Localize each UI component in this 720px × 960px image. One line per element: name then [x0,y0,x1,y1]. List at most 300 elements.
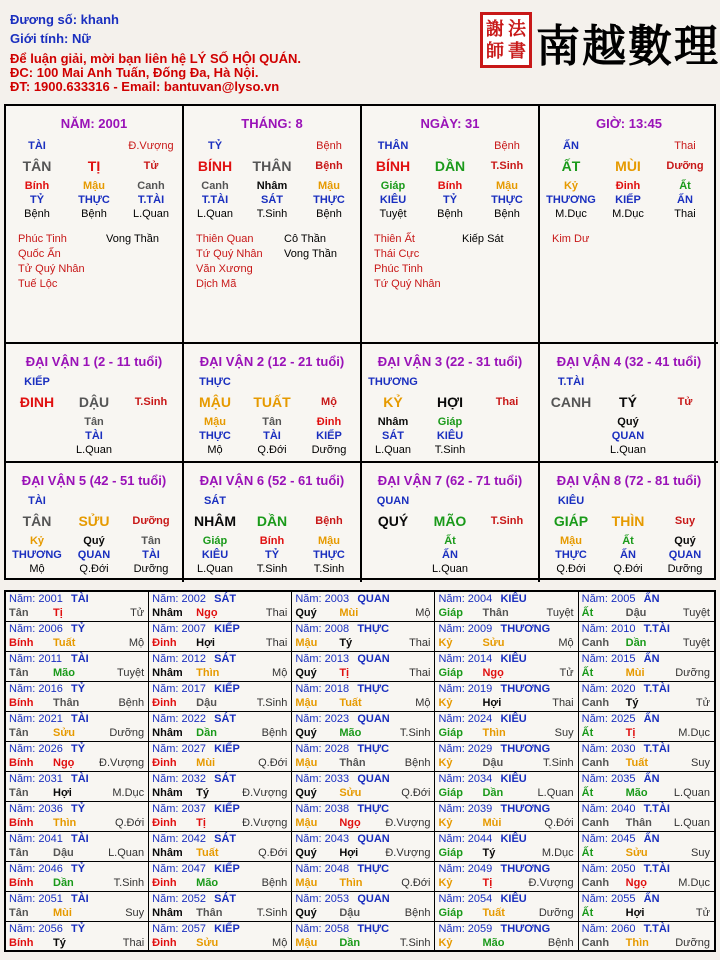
year-cell [435,772,578,802]
pillar-gods [8,137,182,155]
year-god: THƯƠNG [500,743,551,755]
year-bottom [295,936,434,951]
year-branch: Dần [339,937,361,949]
year-bottom [295,756,434,771]
year-god: KIÊU [500,713,527,725]
heavenly-stem: CANH [550,394,592,410]
year-stem: Quý [295,907,317,919]
dai-van-8 [540,463,718,582]
year-god: KIÊU [500,833,527,845]
year-top [438,652,577,666]
year-bottom [295,636,434,651]
year-life-stage: Mộ [272,937,288,949]
year-label: Năm: 2035 [581,773,636,785]
year-cell [6,892,149,922]
year-bottom [582,606,714,621]
year-god: TÀI [71,893,89,905]
year-life-stage: L.Quan [108,847,145,859]
year-bottom [438,906,577,921]
life-stage: Tử [677,396,693,408]
year-god: THƯƠNG [500,683,551,695]
year-cell [579,802,714,832]
year-top [438,922,577,936]
pillar-stem-branch [8,155,182,177]
year-top [438,592,577,606]
hidden-stem [478,415,536,429]
year-label: Năm: 2048 [295,863,350,875]
year-stem: Đinh [152,697,177,709]
life-stage: T.Sinh [313,563,345,575]
year-stem: Mậu [295,937,318,949]
year-cell [579,622,714,652]
year-bottom [295,726,434,741]
year-top [582,682,714,696]
year-bottom [438,696,577,711]
year-top [582,622,714,636]
pillar-stem-branch [542,155,718,177]
year-top [582,772,714,786]
god-label: Bệnh [494,140,520,152]
year-stem: Đinh [152,817,177,829]
year-bottom [582,876,714,891]
hidden-stem: Nhâm [256,180,288,192]
hidden-god: ẤN [677,194,693,206]
year-label: Năm: 2050 [581,863,636,875]
year-life-stage: T.Sinh [113,877,145,889]
year-branch: Mùi [196,757,216,769]
life-stages [542,443,718,458]
year-stem: Nhâm [152,607,183,619]
star-item: Tứ Quý Nhân [196,248,263,260]
year-label: Năm: 2002 [152,593,206,605]
year-bottom [152,846,291,861]
dai-van-stem-branch [8,510,182,532]
dai-van-5 [6,463,184,582]
hidden-god: THỰC [491,194,523,206]
year-cell [149,622,292,652]
year-label: Năm: 2022 [152,713,206,725]
year-label: Năm: 2013 [295,653,350,665]
dai-van-stem-branch [542,391,718,413]
dai-van-title: ĐẠI VẬN 4 (32 - 41 tuổi) [556,354,702,369]
year-god: KIẾP [214,923,240,935]
year-life-stage: T.Sinh [256,697,288,709]
year-branch: Mão [53,667,75,679]
god-label: TÀI [28,495,46,507]
hidden-stem: Canh [201,180,229,192]
god-label: THÂN [377,140,409,152]
year-god: SÁT [214,893,237,905]
year-top [152,832,291,846]
year-stem: Canh [581,817,610,829]
hidden-gods [8,193,182,207]
name-value: khanh [80,12,119,27]
logo-calligraphy: 南越數理 [536,21,720,72]
year-cell [292,712,435,742]
year-god: KIẾP [214,623,240,635]
life-stage: Dưỡng [667,563,703,575]
year-branch: Tý [482,847,496,859]
year-bottom [9,906,148,921]
year-label: Năm: 2047 [152,863,206,875]
empty [478,492,536,510]
year-cell [149,772,292,802]
year-life-stage: M.Dục [678,727,710,739]
year-stem: Bính [9,697,34,709]
year-branch: Dậu [625,607,647,619]
year-stem: Tân [9,727,29,739]
year-bottom [438,666,577,681]
year-god: TÀI [71,713,89,725]
hidden-stem [8,415,66,429]
stars-col-1 [196,232,284,292]
year-top [152,592,291,606]
year-life-stage: Đ.Vượng [242,787,288,799]
year-bottom [152,636,291,651]
year-life-stage: Q.Đới [114,817,145,829]
year-top [9,652,148,666]
year-stem: Quý [295,667,317,679]
year-life-stage: Tuyệt [546,607,574,619]
pillar-stem-branch [186,155,360,177]
earthly-branch: DẬU [78,394,110,410]
year-life-stage: Bệnh [547,937,574,949]
year-life-stage: Thai [265,607,288,619]
year-life-stage: Tử [695,697,710,709]
year-top [438,742,577,756]
year-stem: Bính [9,877,34,889]
life-stage: T.Sinh [256,208,288,220]
year-top [9,802,148,816]
year-branch: Tuất [482,907,505,919]
hidden-god: KIÊU [201,549,229,561]
empty [422,373,478,391]
year-life-stage: T.Sinh [399,937,431,949]
logo [478,8,720,72]
year-life-stage: Thai [265,637,288,649]
life-stages [542,207,718,222]
year-life-stage: Suy [554,727,574,739]
god-label: KIÊU [557,495,585,507]
hidden-gods [364,548,538,562]
year-god: THỰC [357,803,390,815]
year-label: Năm: 2039 [438,803,493,815]
year-bottom [9,606,148,621]
life-stage: Bệnh [494,208,520,220]
year-label: Năm: 2051 [9,893,63,905]
hidden-god: QUAN [611,430,645,442]
year-life-stage: T.Sinh [543,757,574,769]
year-top [9,682,148,696]
year-stem: Đinh [152,757,177,769]
contact-line: Để luận giải, mời bạn liên hệ LÝ SỐ HỘI QUÁN. [10,51,301,66]
symbolic-stars [184,232,360,292]
year-top [582,592,714,606]
year-branch: Tý [53,937,66,949]
year-cell [292,832,435,862]
year-cell [579,862,714,892]
year-bottom [438,786,577,801]
dai-van-god [364,492,538,510]
life-stage: Bệnh [315,515,343,527]
hidden-stem: Giáp [380,180,406,192]
year-god: ẤN [643,833,660,845]
dai-van-3 [362,344,540,463]
symbolic-stars [6,232,182,292]
heavenly-stem: BÍNH [197,158,233,174]
heavenly-stem: KỶ [383,394,403,410]
hidden-stem: Mậu [83,180,105,192]
year-label: Năm: 2033 [295,773,350,785]
earthly-branch: TỊ [87,158,101,174]
year-branch: Thìn [482,727,506,739]
year-bottom [295,696,434,711]
year-branch: Tị [625,727,636,739]
star-item: Thiên Ất [374,233,415,245]
year-stem: Kỷ [438,817,453,829]
year-stem: Mậu [295,697,318,709]
year-god: T.TÀI [643,623,670,635]
year-stem: Canh [581,637,610,649]
year-label: Năm: 2031 [9,773,63,785]
empty [300,492,358,510]
year-branch: Mùi [53,907,72,919]
hidden-god: ẤN [442,549,458,561]
hidden-god: TÀI [142,549,160,561]
hidden-god: THƯƠNG [546,194,596,206]
year-label: Năm: 2040 [581,803,636,815]
year-god: ẤN [643,893,660,905]
hidden-gods [186,193,360,207]
year-top [438,712,577,726]
year-god: KIÊU [500,653,527,665]
year-label: Năm: 2011 [9,653,62,665]
hidden-stem: Ất [622,535,634,547]
year-branch: Tị [53,607,63,619]
god-label: KIẾP [24,376,50,388]
hidden-stem: Ất [444,535,456,547]
god-label [600,137,656,155]
year-top [438,862,577,876]
year-branch: Thân [482,607,509,619]
year-life-stage: Bệnh [404,907,431,919]
dai-van-stem-branch [542,510,718,532]
year-top [9,742,148,756]
year-cell [435,862,578,892]
year-label: Năm: 2029 [438,743,493,755]
year-life-stage: Dưỡng [675,937,710,949]
life-stages [186,562,360,577]
hidden-stem: Kỷ [29,535,45,547]
year-branch: Tý [196,787,209,799]
stars-col-2 [462,232,504,292]
star-item: Tuế Lộc [18,278,58,290]
hidden-stems [364,179,538,193]
year-bottom [152,756,291,771]
god-label: TÀI [28,140,46,152]
year-top [582,802,714,816]
empty [122,492,180,510]
year-label: Năm: 2036 [9,803,63,815]
year-god: T.TÀI [643,743,670,755]
year-god: TỶ [71,623,86,635]
hidden-god: THƯƠNG [12,549,62,561]
life-stage: Mộ [321,396,337,408]
dai-van-god [186,492,360,510]
year-cell [579,832,714,862]
hidden-stem: Quý [617,416,639,428]
dai-van-title: ĐẠI VẬN 5 (42 - 51 tuổi) [21,473,167,488]
hidden-stem: Mậu [204,416,226,428]
year-branch: Thìn [339,877,363,889]
star-item: Văn Xương [196,263,253,275]
hidden-stem: Mậu [496,180,518,192]
year-top [438,832,577,846]
year-label: Năm: 2052 [152,893,206,905]
dai-van-title: ĐẠI VẬN 1 (2 - 11 tuổi) [25,354,163,369]
year-label: Năm: 2053 [295,893,350,905]
year-cell [149,922,292,951]
year-life-stage: Q.Đới [258,757,288,769]
year-life-stage: Đ.Vượng [242,817,288,829]
year-cell [579,712,714,742]
hidden-god [8,429,66,443]
year-god: THỰC [357,683,390,695]
year-label: Năm: 2016 [9,683,63,695]
empty [656,492,714,510]
year-label: Năm: 2018 [295,683,350,695]
life-stage [8,443,66,458]
life-stage: T.Sinh [490,515,524,527]
year-label: Năm: 2037 [152,803,206,815]
year-top [582,832,714,846]
year-bottom [438,816,577,831]
year-bottom [582,846,714,861]
year-label: Năm: 2030 [581,743,636,755]
hidden-stems [542,415,718,429]
hidden-stem [542,415,600,429]
year-bottom [582,906,714,921]
year-branch: Tuất [625,757,649,769]
year-cell [149,712,292,742]
life-stage: Q.Đới [79,563,109,575]
year-branch: Dần [625,637,647,649]
heavenly-stem: QUÝ [377,513,409,529]
life-stage: L.Quan [75,444,113,456]
year-branch: Tý [625,697,639,709]
hidden-gods [542,548,718,562]
year-label: Năm: 2058 [295,923,350,935]
year-label: Năm: 2004 [438,593,493,605]
year-cell [292,622,435,652]
hidden-god: THỰC [313,549,345,561]
dai-van-stem-branch [8,391,182,413]
year-cell [6,712,149,742]
year-label: Năm: 2007 [152,623,206,635]
year-life-stage: Bệnh [261,877,288,889]
gender-label: Giới tính: [10,31,69,46]
life-stages [364,207,538,222]
hidden-god [656,429,714,443]
annual-luck-grid [4,590,716,952]
god-label [422,137,478,155]
year-bottom [438,876,577,891]
year-god: SÁT [214,653,237,665]
year-god: SÁT [214,773,237,785]
year-life-stage: Đ.Vượng [385,847,431,859]
year-stem: Mậu [295,757,318,769]
year-god: T.TÀI [643,683,670,695]
pillar-year [6,106,184,344]
hidden-stems [8,179,182,193]
heavenly-stem: GIÁP [553,513,589,529]
hidden-stem: Bính [259,535,285,547]
year-top [9,892,148,906]
year-branch: Thân [53,697,80,709]
year-label: Năm: 2006 [9,623,63,635]
life-stage: Mộ [207,444,223,456]
hidden-stems [542,534,718,548]
year-life-stage: Thai [552,697,574,709]
gender-value: Nữ [71,31,91,46]
year-top [295,622,434,636]
earthly-branch: THÌN [611,513,645,529]
year-top [295,682,434,696]
year-top [9,592,148,606]
year-life-stage: Bệnh [261,727,288,739]
hidden-god [478,429,536,443]
dai-van-6 [184,463,362,582]
life-stages [186,207,360,222]
year-bottom [582,636,714,651]
dai-van-7 [362,463,540,582]
year-stem: Giáp [438,787,463,799]
hidden-gods [542,193,718,207]
dai-van-2 [184,344,362,463]
life-stage: T.Sinh [434,444,466,456]
earthly-branch: HỢI [437,394,463,410]
year-life-stage: Đ.Vượng [99,757,145,769]
dai-van-stem-branch [186,391,360,413]
year-god: KIÊU [500,893,527,905]
year-stem: Canh [581,877,610,889]
year-branch: Thìn [196,667,220,679]
year-god: T.TÀI [643,923,670,935]
year-life-stage: Tuyệt [682,637,710,649]
year-bottom [295,606,434,621]
life-stages [364,443,538,458]
year-cell [149,652,292,682]
year-cell [579,592,714,622]
year-god: ẤN [643,653,660,665]
year-cell [149,892,292,922]
empty [244,373,300,391]
year-god: QUAN [357,653,390,665]
year-label: Năm: 2060 [581,923,636,935]
earthly-branch: TÝ [619,394,637,410]
hidden-god: QUAN [668,549,702,561]
year-cell [435,922,578,951]
symbolic-stars [540,232,718,247]
year-stem: Ất [581,847,594,859]
star-item: Tứ Quý Nhân [374,278,441,290]
year-label: Năm: 2054 [438,893,493,905]
year-label: Năm: 2042 [152,833,206,845]
year-bottom [9,876,148,891]
hidden-god: THỰC [555,549,587,561]
year-branch: Tuất [196,847,219,859]
year-bottom [152,786,291,801]
